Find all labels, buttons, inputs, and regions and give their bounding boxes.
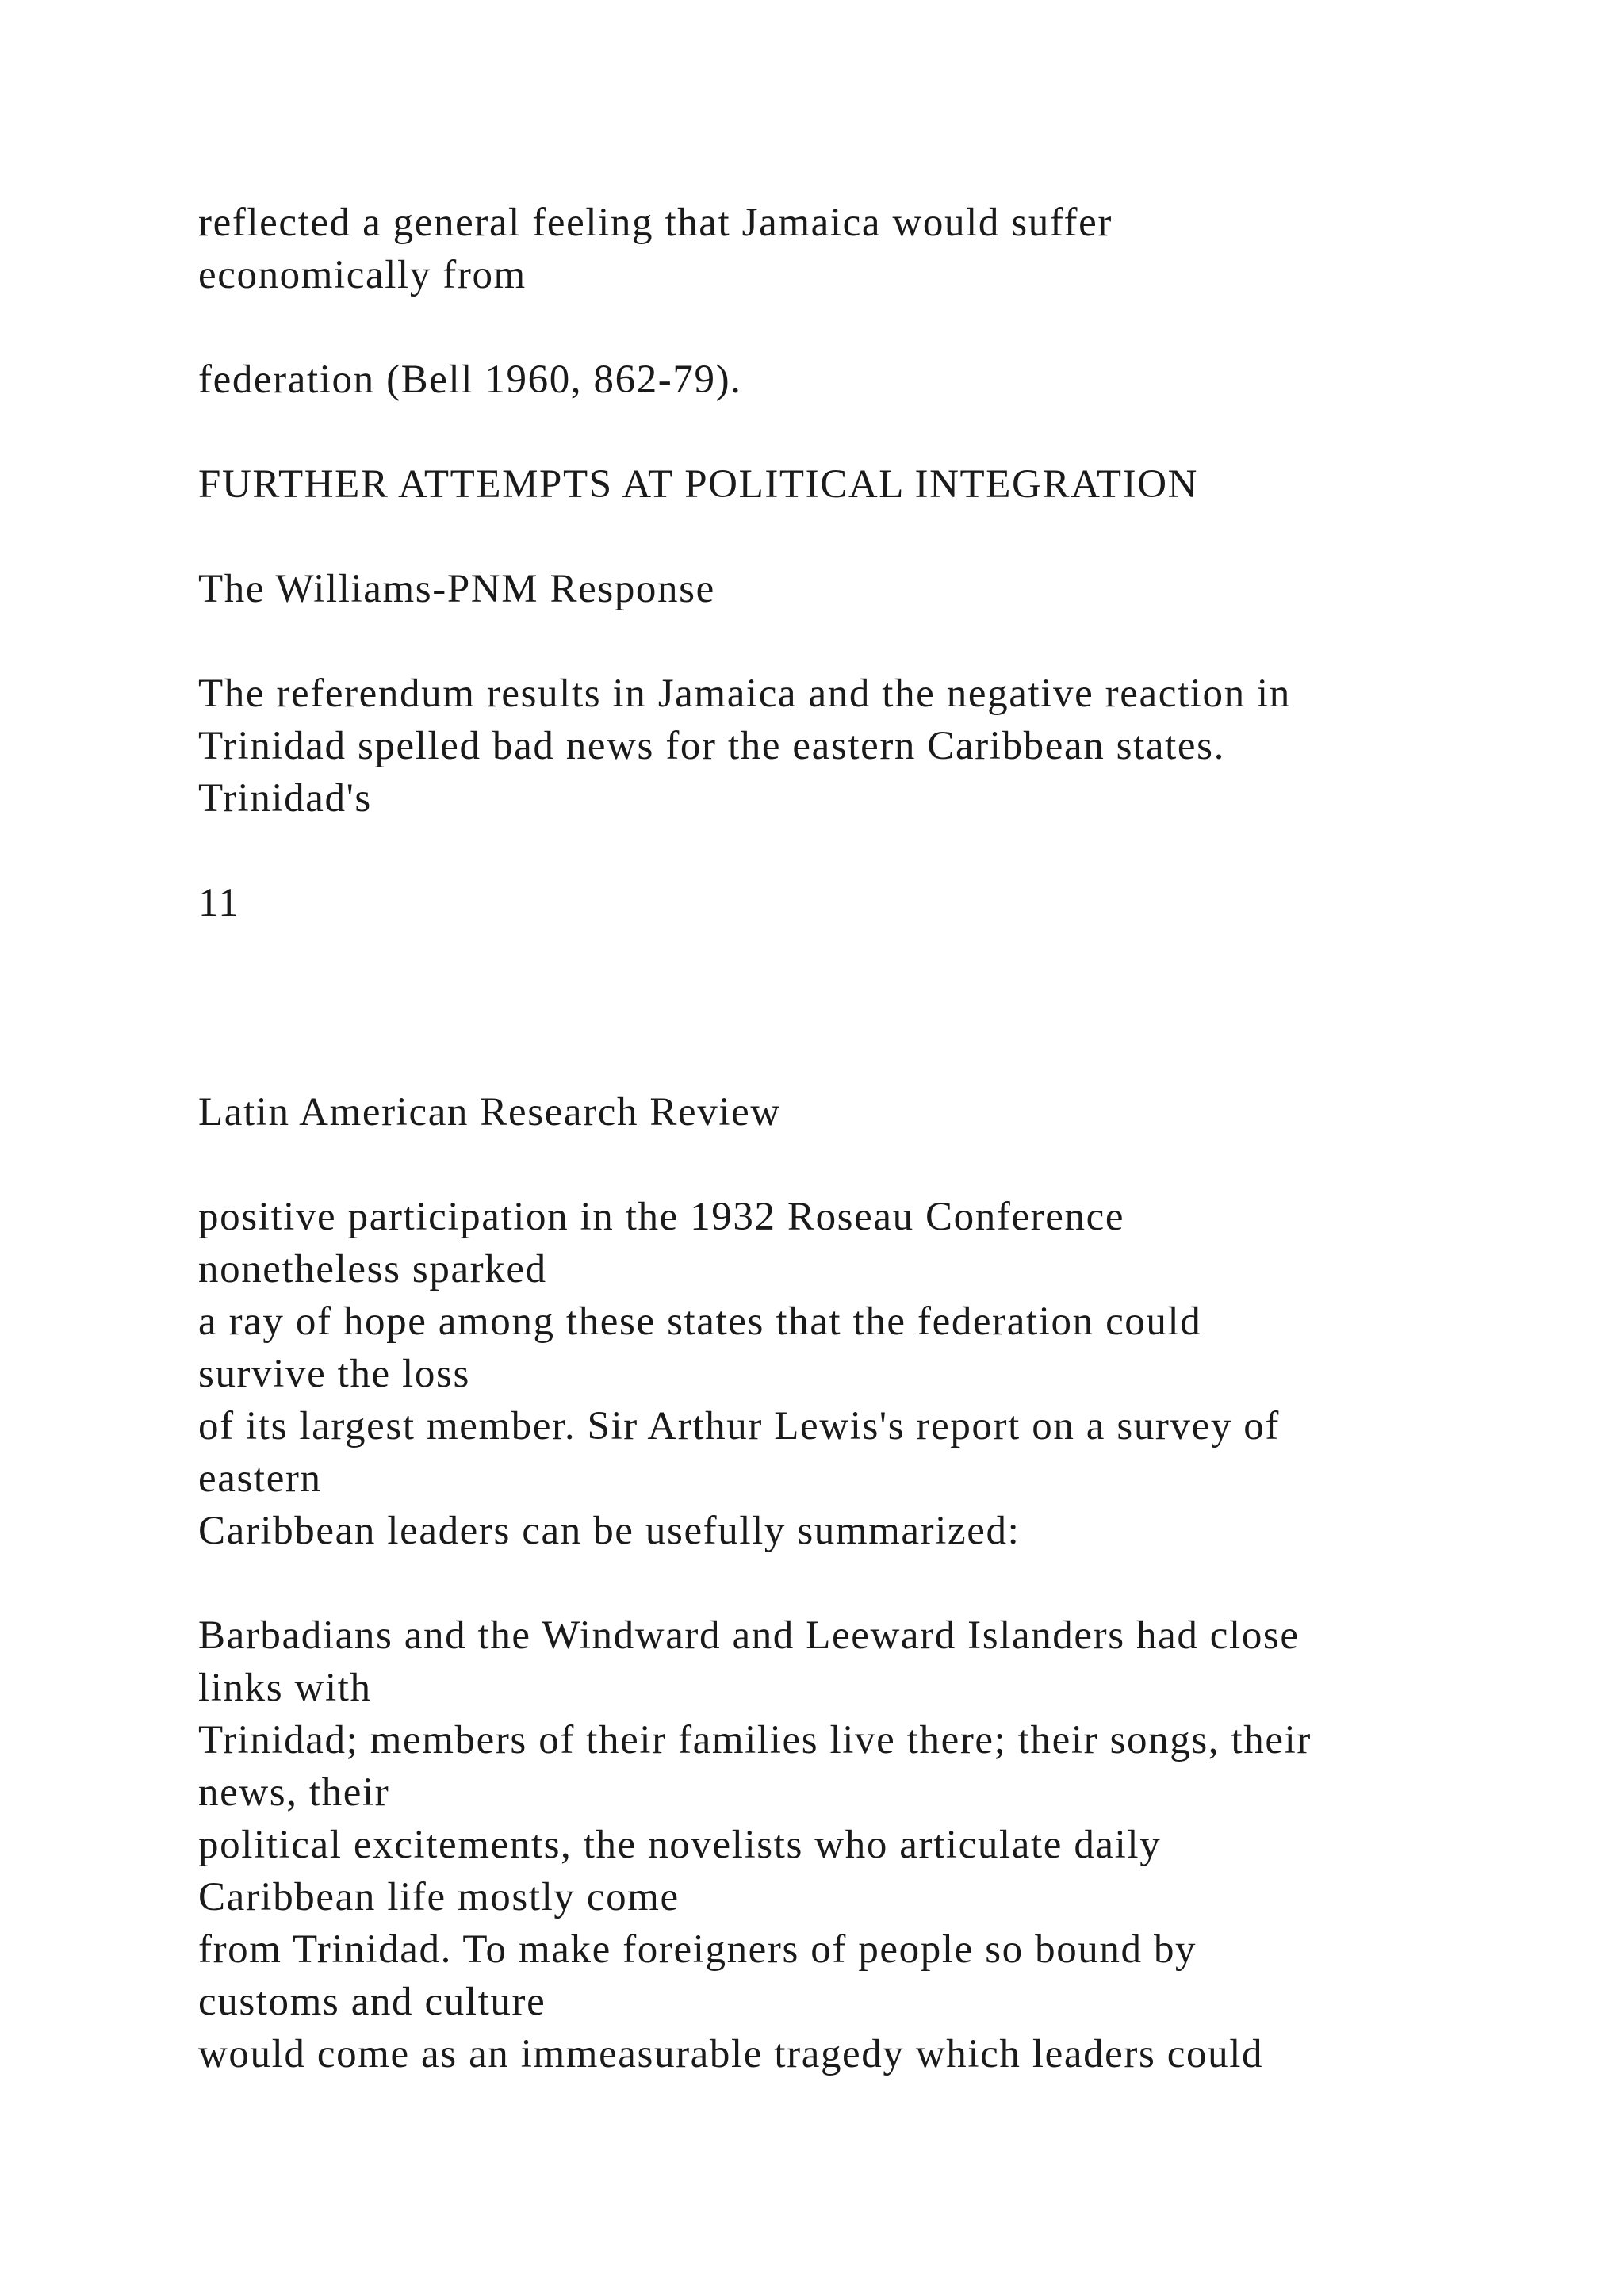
quote-line: customs and culture [198, 1980, 546, 2024]
paragraph-line: eastern [198, 1456, 322, 1501]
running-header: Latin American Research Review [198, 1090, 781, 1135]
paragraph-line: reflected a general feeling that Jamaica would suffer [198, 201, 1113, 245]
quote-line: Trinidad; members of their families live there; their songs, their [198, 1718, 1312, 1762]
paragraph-line: economically from [198, 253, 527, 297]
paragraph-line: a ray of hope among these states that the federation could [198, 1299, 1202, 1344]
quote-line: links with [198, 1666, 372, 1710]
quote-line: from Trinidad. To make foreigners of people so bound by [198, 1927, 1197, 1972]
paragraph-line: of its largest member. Sir Arthur Lewis's report on a survey of [198, 1404, 1280, 1448]
paragraph-line: survive the loss [198, 1352, 470, 1396]
paragraph-line: Caribbean leaders can be usefully summarized: [198, 1509, 1021, 1553]
quote-line: would come as an immeasurable tragedy which leaders could [198, 2032, 1264, 2076]
paragraph-line: positive participation in the 1932 Roseau Conference [198, 1195, 1125, 1239]
quote-line: political excitements, the novelists who articulate daily [198, 1823, 1162, 1867]
section-heading: FURTHER ATTEMPTS AT POLITICAL INTEGRATION [198, 462, 1199, 507]
quote-line: news, their [198, 1770, 390, 1815]
quote-line: Caribbean life mostly come [198, 1875, 680, 1919]
document-page [198, 0, 1507, 2296]
paragraph-line: Trinidad spelled bad news for the eastern Caribbean states. [198, 724, 1225, 768]
quote-line: Barbadians and the Windward and Leeward Islanders had close [198, 1613, 1300, 1658]
paragraph-line: federation (Bell 1960, 862-79). [198, 358, 742, 402]
page-number: 11 [198, 881, 240, 925]
paragraph-line: nonetheless sparked [198, 1247, 547, 1292]
paragraph-line: The referendum results in Jamaica and the negative reaction in [198, 672, 1291, 716]
paragraph-line: Trinidad's [198, 776, 372, 821]
subsection-heading: The Williams-PNM Response [198, 567, 715, 611]
